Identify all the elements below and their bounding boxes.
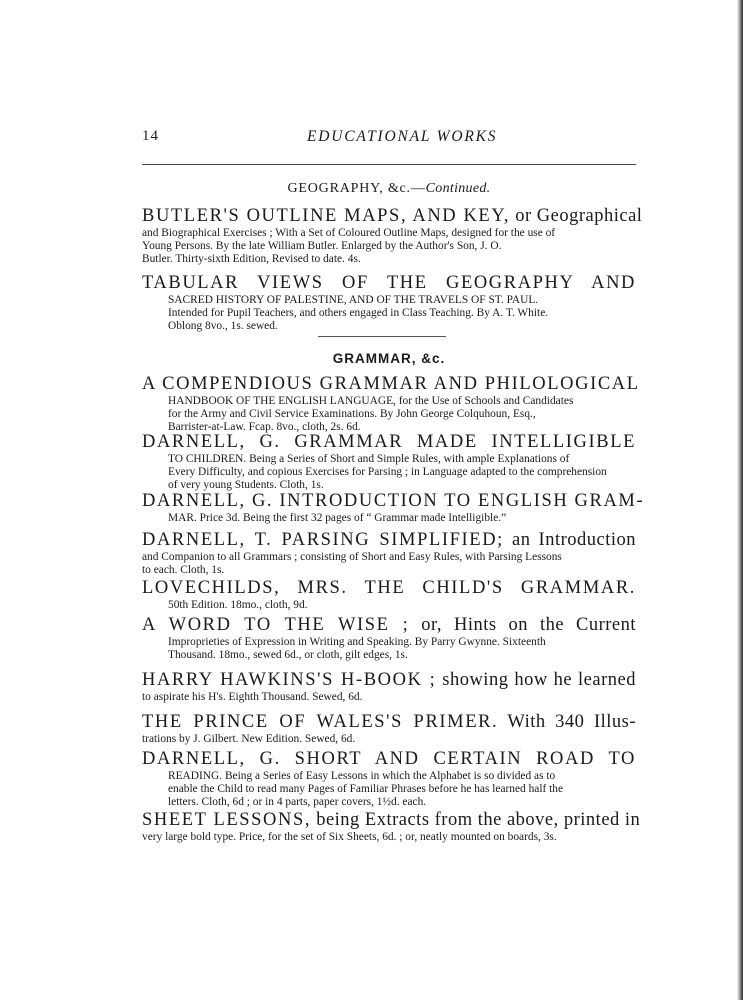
entry-grammar-made-intelligible xyxy=(142,431,636,492)
entry-body-line: to each. Cloth, 1s. xyxy=(142,564,225,576)
entry-body-line: Butler. Thirty-sixth Edition, Revised to date. 4s. xyxy=(142,253,361,265)
entry-body-line: Young Persons. By the late William Butler. Enlarged by the Author's Son, J. O. xyxy=(142,240,502,252)
entry-body-line: Barrister-at-Law. Fcap. 8vo., cloth, 2s. 6d. xyxy=(168,421,361,433)
entry-title: TABULAR VIEWS OF THE GEOGRAPHY AND xyxy=(142,273,636,293)
entry-title-main: SHEET LESSONS, xyxy=(142,810,312,830)
entry-body-line: trations by J. Gilbert. New Edition. Sewed, 6d. xyxy=(142,733,356,745)
entry-compendious-grammar xyxy=(142,373,640,434)
section-heading-geography xyxy=(142,181,636,197)
section-heading-continued: Continued. xyxy=(425,181,491,196)
entry-title xyxy=(142,529,636,551)
entry-tabular-views xyxy=(142,272,636,333)
entry-title-main: DARNELL, T. PARSING SIMPLIFIED; xyxy=(142,530,504,550)
entry-title: LOVECHILDS, MRS. THE CHILD'S GRAMMAR. xyxy=(142,578,636,598)
entry-title xyxy=(142,711,636,733)
header-rule xyxy=(142,164,636,165)
entry-body xyxy=(142,551,636,577)
entry-body-line: 50th Edition. 18mo., cloth, 9d. xyxy=(168,599,308,611)
entry-body xyxy=(142,227,636,266)
entry-body-line: Intended for Pupil Teachers, and others engaged in Class Teaching. By A. T. White. xyxy=(168,307,549,319)
entry-body xyxy=(168,512,636,525)
entry-road-to-reading xyxy=(142,748,636,809)
entry-body-line: very large bold type. Price, for the set of Six Sheets, 6d. ; or, neatly mounted on boards, 3s. xyxy=(142,831,557,843)
entry-title: A COMPENDIOUS GRAMMAR AND PHILOLOGICAL xyxy=(142,374,640,394)
entry-word-to-the-wise xyxy=(142,614,636,662)
entry-body xyxy=(168,453,636,492)
entry-body xyxy=(142,733,636,746)
entry-introduction-english-grammar xyxy=(142,490,645,525)
entry-body-line: and Biographical Exercises ; With a Set of Coloured Outline Maps, designed for the use of xyxy=(142,227,556,239)
entry-title-rest: being Extracts from the above, printed in xyxy=(311,810,641,830)
entry-title: DARNELL, G. SHORT AND CERTAIN ROAD TO xyxy=(142,749,636,769)
entry-title-rest: or, Hints on the Current xyxy=(409,615,636,635)
entry-body-line: Every Difficulty, and copious Exercises for Parsing ; in Language adapted to the comprehension xyxy=(168,466,607,478)
entry-title xyxy=(142,809,641,831)
entry-prince-of-wales-primer xyxy=(142,711,636,746)
entry-h-book xyxy=(142,669,636,704)
section-heading-text: GEOGRAPHY, &c.— xyxy=(287,181,426,196)
page-edge-shadow xyxy=(737,0,743,1000)
running-head xyxy=(142,128,636,150)
entry-body-line: Thousand. 18mo., sewed 6d., or cloth, gilt edges, 1s. xyxy=(168,649,408,661)
entry-body xyxy=(142,831,636,844)
entry-title: DARNELL, G. GRAMMAR MADE INTELLIGIBLE xyxy=(142,432,636,452)
entry-body-line: letters. Cloth, 6d ; or in 4 parts, paper covers, 1½d. each. xyxy=(168,796,427,808)
entry-body xyxy=(168,636,636,662)
entry-body-line: SACRED HISTORY OF PALESTINE, AND OF THE TRAVELS OF ST. PAUL. xyxy=(168,294,539,306)
entry-title-main: HARRY HAWKINS'S H-BOOK ; xyxy=(142,670,437,690)
entry-title-main: BUTLER'S OUTLINE MAPS, AND KEY, xyxy=(142,206,511,226)
entry-title-main: THE PRINCE OF WALES'S PRIMER. xyxy=(142,712,499,732)
entry-body-line: TO CHILDREN. Being a Series of Short and Simple Rules, with ample Explanations of xyxy=(168,453,570,465)
entry-title xyxy=(142,205,643,227)
entry-parsing-simplified xyxy=(142,529,636,577)
entry-body xyxy=(168,395,636,434)
entry-title-rest: showing how he learned xyxy=(436,670,636,690)
entry-title: DARNELL, G. INTRODUCTION TO ENGLISH GRAM- xyxy=(142,491,645,511)
entry-body-line: enable the Child to read many Pages of Familiar Phrases before he has learned half the xyxy=(168,783,564,795)
entry-body-line: Oblong 8vo., 1s. sewed. xyxy=(168,320,278,332)
entry-body-line: of very young Students. Cloth, 1s. xyxy=(168,479,324,491)
entry-body-line: and Companion to all Grammars ; consisting of Short and Easy Rules, with Parsing Lessons xyxy=(142,551,562,563)
entry-body xyxy=(168,294,636,333)
entry-title xyxy=(142,669,636,691)
entry-title-rest: an Introduction xyxy=(503,530,637,550)
entry-butlers-outline-maps xyxy=(142,205,643,266)
entry-body xyxy=(168,770,636,809)
entry-body-line: to aspirate his H's. Eighth Thousand. Sewed, 6d. xyxy=(142,691,363,703)
entry-childs-grammar xyxy=(142,577,636,612)
page-number: 14 xyxy=(142,128,159,144)
entry-title-rest: or Geographical xyxy=(510,206,643,226)
running-title: EDUCATIONAL WORKS xyxy=(307,128,498,145)
entry-body xyxy=(142,691,636,704)
section-heading-grammar: GRAMMAR, &c. xyxy=(332,351,446,366)
entry-title xyxy=(142,614,636,636)
entry-body-line: MAR. Price 3d. Being the first 32 pages of “ Grammar made Intelligible.” xyxy=(168,512,507,524)
entry-body-line: for the Army and Civil Service Examinations. By John George Colquhoun, Esq., xyxy=(168,408,536,420)
entry-body-line: Improprieties of Expression in Writing and Speaking. By Parry Gwynne. Sixteenth xyxy=(168,636,546,648)
entry-body-line: HANDBOOK OF THE ENGLISH LANGUAGE, for the Use of Schools and Candidates xyxy=(168,395,574,407)
entry-title-rest: With 340 Illus- xyxy=(498,712,636,732)
entry-body-line: READING. Being a Series of Easy Lessons in which the Alphabet is so divided as to xyxy=(168,770,556,782)
entry-sheet-lessons xyxy=(142,809,641,844)
entry-title-main: A WORD TO THE WISE ; xyxy=(142,615,410,635)
section-divider xyxy=(318,336,446,337)
entry-body xyxy=(168,599,636,612)
